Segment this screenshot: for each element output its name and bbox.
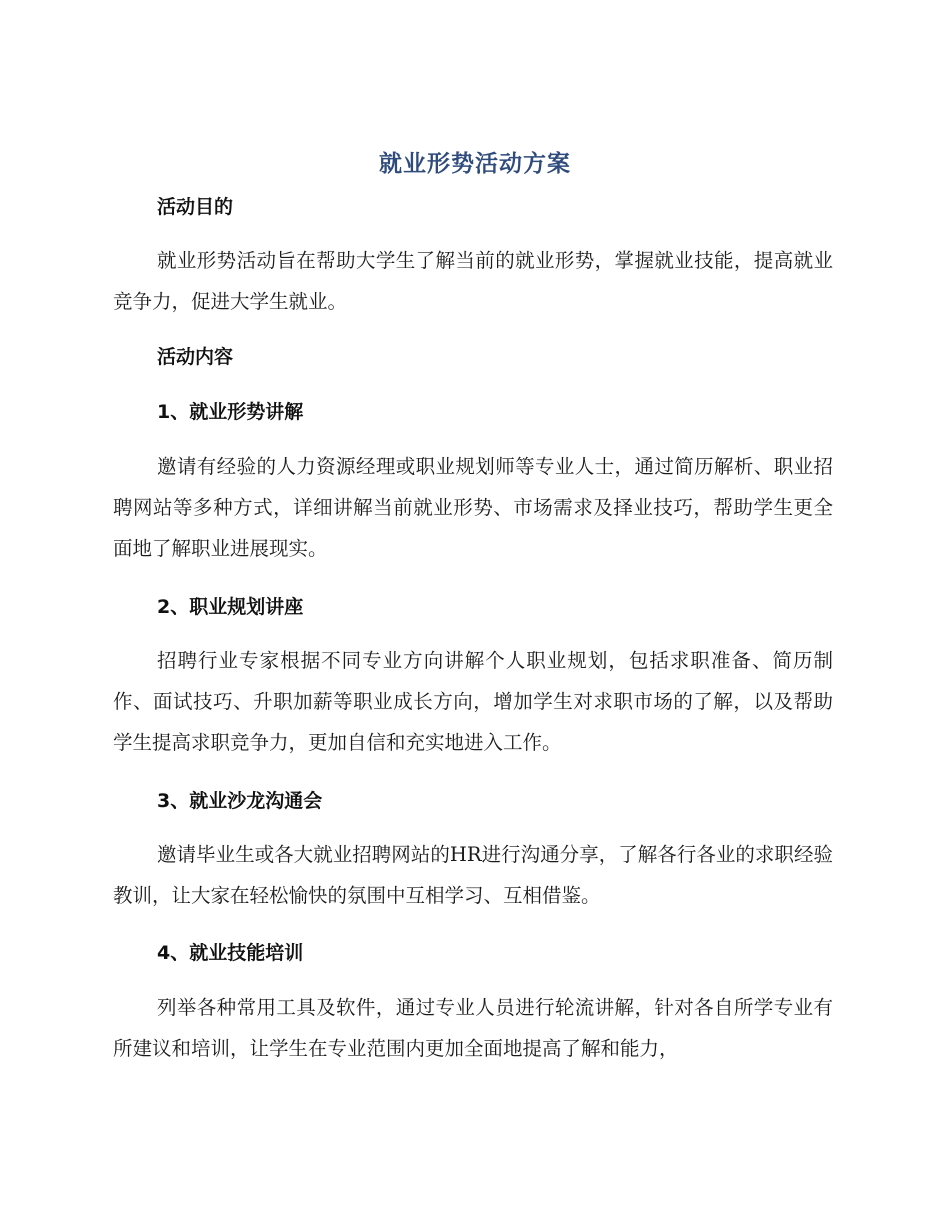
subsection-heading-4: 4、就业技能培训 bbox=[157, 942, 304, 964]
paragraph-2: 招聘行业专家根据不同专业方向讲解个人职业规划，包括求职准备、简历制作、面试技巧、升职加薪等职业成长方向，增加学生对求职市场的了解，以及帮助学生提高求职竞争力，更加自信和充实地进入工作。 bbox=[113, 649, 833, 754]
paragraph-4: 列举各种常用工具及软件，通过专业人员进行轮流讲解，针对各自所学专业有所建议和培训，让学生在专业范围内更加全面地提高了解和能力， bbox=[113, 996, 833, 1060]
paragraph-1: 邀请有经验的人力资源经理或职业规划师等专业人士，通过简历解析、职业招聘网站等多种方式，详细讲解当前就业形势、市场需求及择业技巧，帮助学生更全面地了解职业进展现实。 bbox=[113, 455, 833, 560]
subsection-heading-1: 1、就业形势讲解 bbox=[157, 401, 304, 423]
subsection-heading-3: 3、就业沙龙沟通会 bbox=[157, 790, 323, 812]
section-heading-content: 活动内容 bbox=[157, 346, 234, 368]
section-heading-purpose: 活动目的 bbox=[157, 196, 234, 218]
document-title: 就业形势活动方案 bbox=[379, 151, 571, 177]
paragraph-purpose: 就业形势活动旨在帮助大学生了解当前的就业形势，掌握就业技能，提高就业竞争力，促进大学生就业。 bbox=[113, 249, 833, 313]
subsection-heading-2: 2、职业规划讲座 bbox=[157, 596, 304, 618]
paragraph-3: 邀请毕业生或各大就业招聘网站的HR进行沟通分享，了解各行各业的求职经验教训，让大家在轻松愉快的氛围中互相学习、互相借鉴。 bbox=[113, 843, 833, 907]
